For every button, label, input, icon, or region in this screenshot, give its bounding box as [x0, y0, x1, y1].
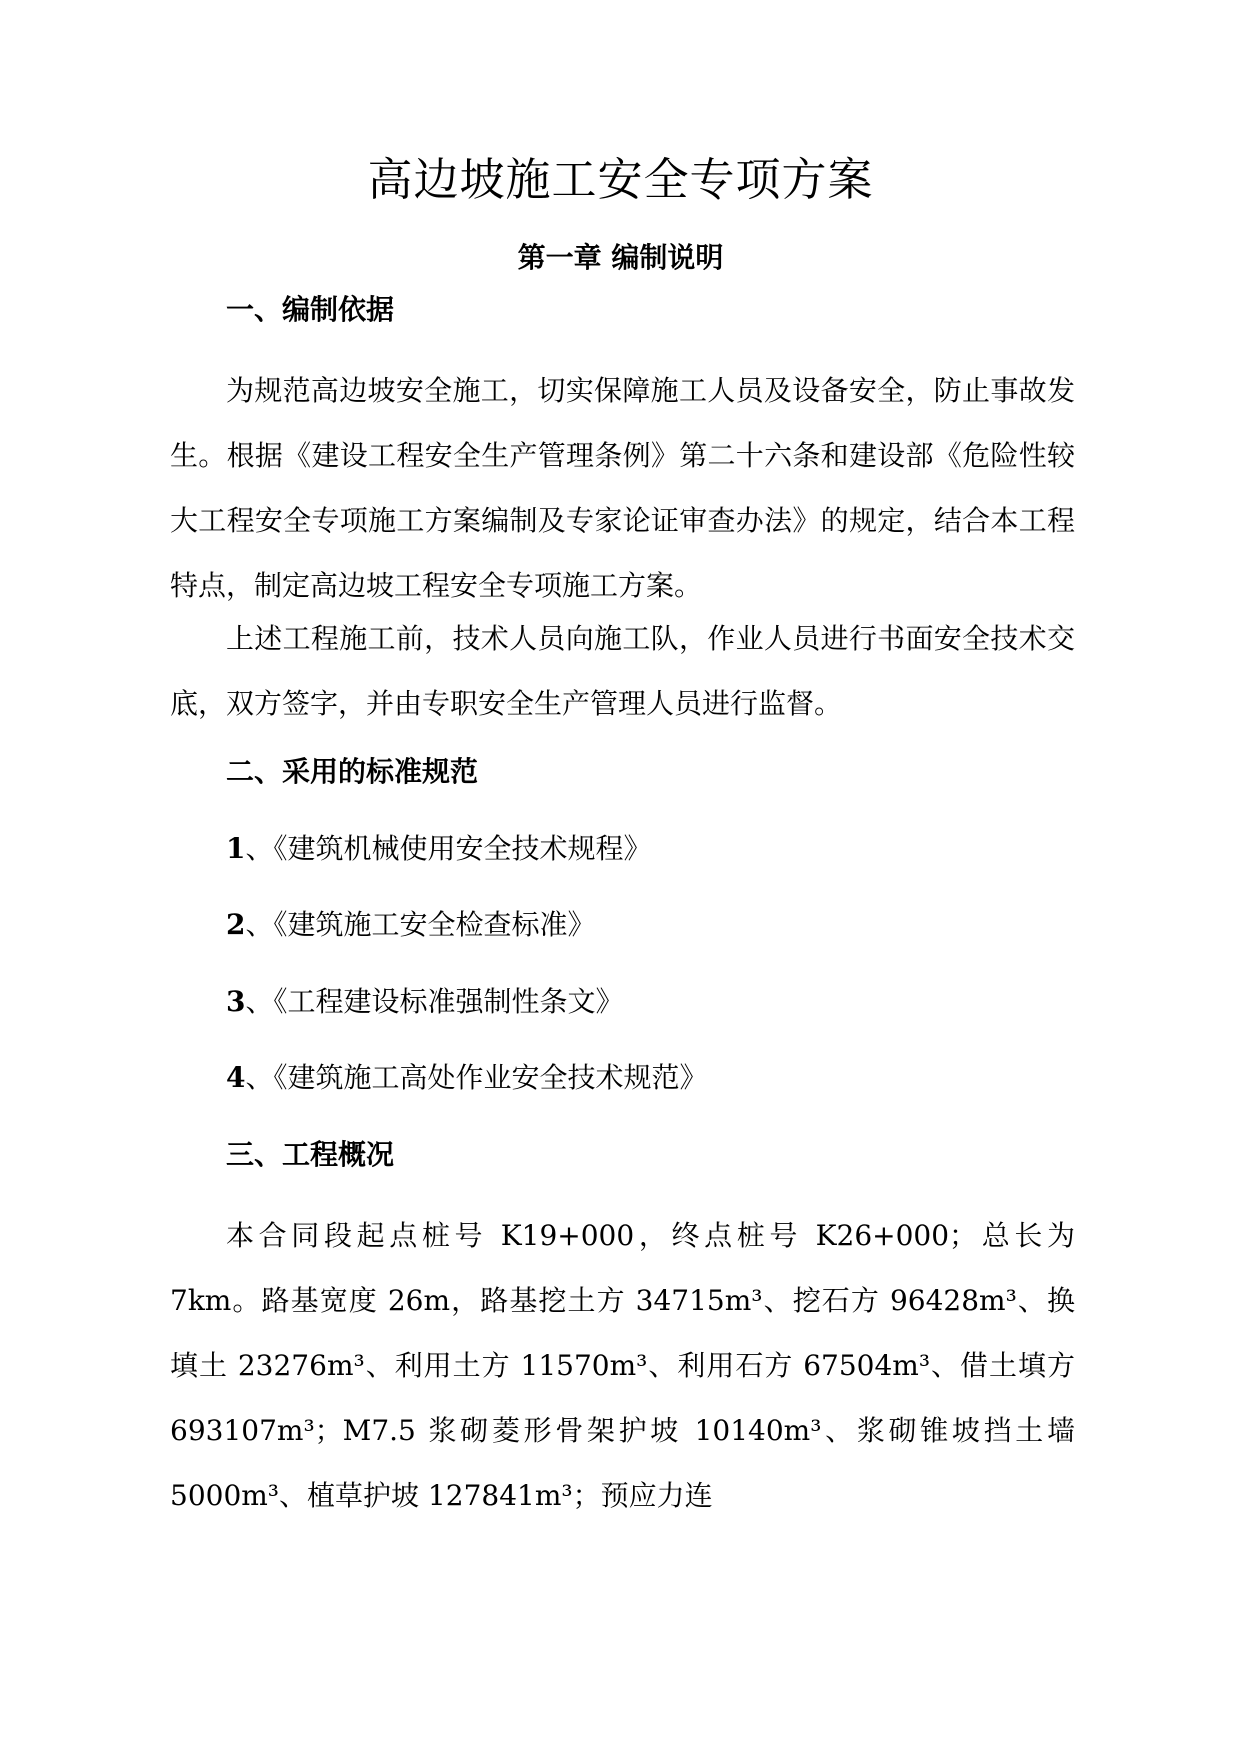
section-heading-overview: 三、工程概况: [226, 1138, 395, 1171]
basis-paragraph-1: 为规范高边坡安全施工，切实保障施工人员及设备安全，防止事故发生。根据《建设工程安全生产管理条例》第二十六条和建设部《危险性较大工程安全专项施工方案编制及专家论证审查办法》的规定，结合本工程特点，制定高边坡工程安全专项施工方案。: [170, 374, 1075, 602]
document-title: 高边坡施工安全专项方案: [367, 153, 874, 206]
standard-item-text: 、《建筑施工安全检查标准》: [245, 908, 596, 941]
standard-item-number: 3: [226, 985, 246, 1018]
section-heading-standards: 二、采用的标准规范: [226, 755, 479, 788]
standard-item-text: 、《建筑施工高处作业安全技术规范》: [245, 1061, 708, 1094]
section-heading-basis: 一、编制依据: [226, 293, 395, 326]
standard-item-number: 1: [226, 832, 246, 865]
standard-item-1: [226, 829, 652, 869]
standard-item-number: 4: [226, 1061, 246, 1094]
standard-item-3: [226, 982, 624, 1022]
standard-item-2: [226, 905, 596, 945]
basis-paragraph-2: 上述工程施工前，技术人员向施工队，作业人员进行书面安全技术交底，双方签字，并由专职安全生产管理人员进行监督。: [170, 622, 1075, 720]
standard-item-text: 、《建筑机械使用安全技术规程》: [245, 832, 652, 865]
standard-item-text: 、《工程建设标准强制性条文》: [245, 985, 624, 1018]
chapter-heading: 第一章 编制说明: [517, 241, 724, 274]
overview-paragraph-1: 本合同段起点桩号 K19+000，终点桩号 K26+000；总长为 7km。路基宽度 26m，路基挖土方 34715m³、挖石方 96428m³、换填土 23276m³、利用土方 11570m³、利用石方 67504m³、借土填方 693107m³；M7.5 浆砌菱形骨架护坡 10140m³、浆砌锥坡挡土墙 5000m³、植草护坡 127841m³；预应力连: [170, 1219, 1075, 1512]
standard-item-number: 2: [226, 908, 246, 941]
standard-item-4: [226, 1058, 708, 1098]
